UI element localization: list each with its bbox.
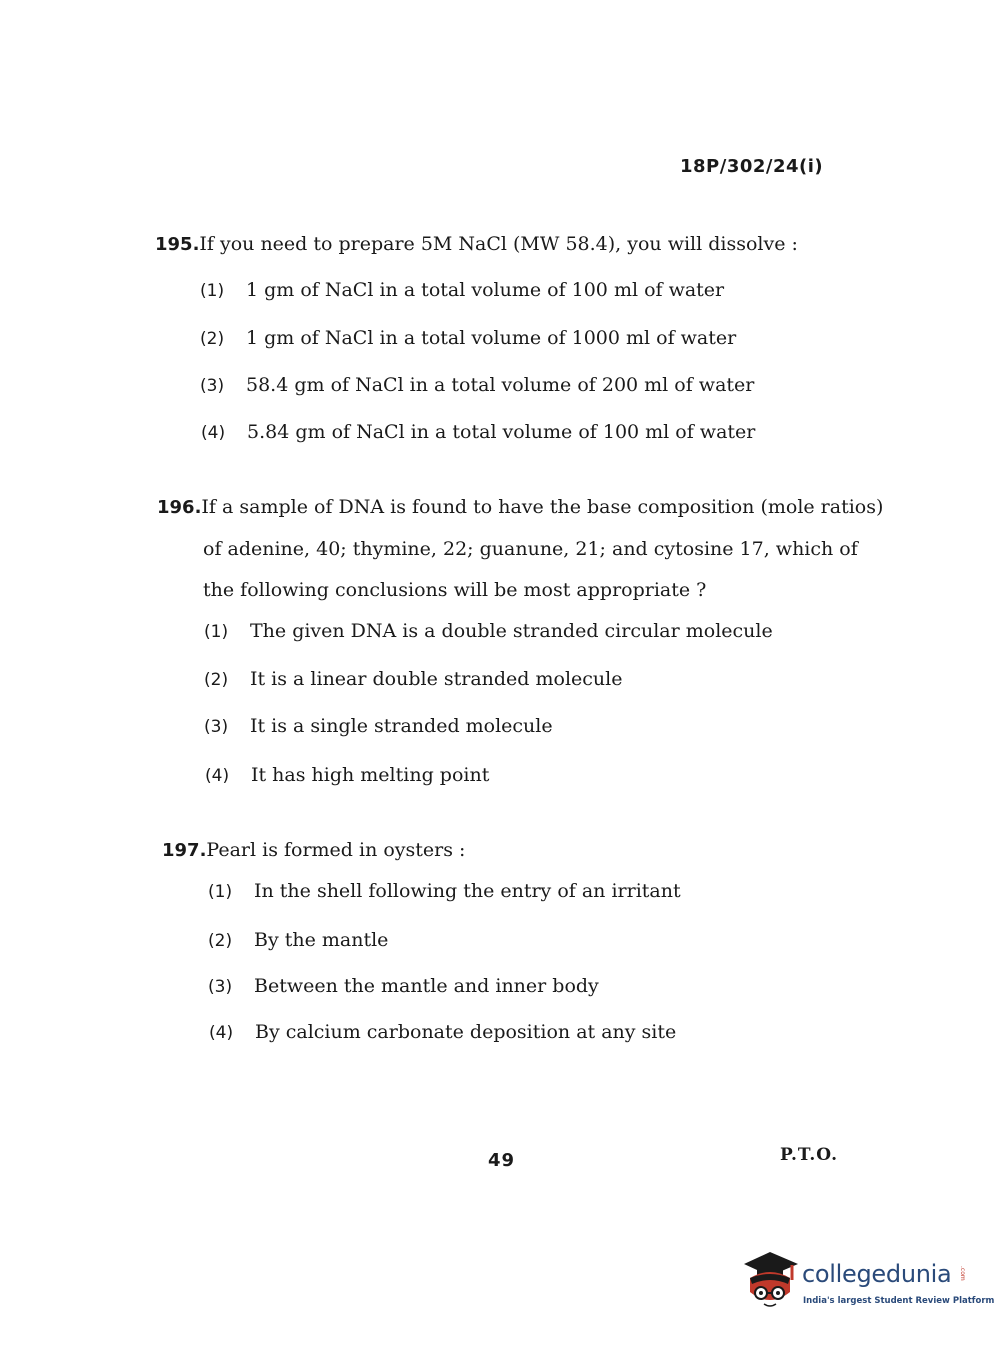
- option-195-1: [200, 279, 724, 301]
- option-text: Between the mantle and inner body: [254, 975, 599, 997]
- brand-tagline: India's largest Student Review Platform: [803, 1296, 995, 1306]
- option-number: (2): [200, 329, 225, 349]
- question-number: 196.: [157, 497, 202, 518]
- option-195-4: [201, 421, 755, 443]
- question-number: 195.: [155, 234, 200, 255]
- graduate-mascot-icon: [740, 1248, 800, 1312]
- option-197-2: [208, 929, 388, 951]
- question-195: [155, 230, 798, 259]
- option-text: It has high melting point: [251, 764, 490, 786]
- option-197-1: [208, 880, 681, 902]
- question-text: Pearl is formed in oysters :: [206, 839, 466, 861]
- option-196-1: [204, 620, 773, 642]
- option-number: (1): [208, 882, 233, 902]
- option-text: The given DNA is a double stranded circular molecule: [250, 620, 773, 642]
- option-number: (1): [200, 281, 225, 301]
- option-number: (4): [201, 423, 226, 443]
- pto-label: P.T.O.: [780, 1145, 838, 1165]
- option-number: (2): [208, 931, 233, 951]
- option-text: It is a single stranded molecule: [250, 715, 553, 737]
- option-text: 1 gm of NaCl in a total volume of 100 ml of water: [246, 279, 725, 301]
- option-196-2: [204, 668, 622, 690]
- option-number: (3): [200, 376, 225, 396]
- question-number: 197.: [162, 840, 207, 861]
- option-text: It is a linear double stranded molecule: [250, 668, 623, 690]
- page-number: 49: [488, 1150, 516, 1171]
- option-text: 5.84 gm of NaCl in a total volume of 100 ml of water: [247, 421, 756, 443]
- option-195-3: [200, 374, 754, 396]
- option-number: (4): [205, 766, 230, 786]
- option-number: (3): [208, 977, 233, 997]
- brand-name: collegedunia: [802, 1260, 952, 1288]
- question-197: [162, 836, 465, 865]
- paper-code: 18P/302/24(i): [680, 156, 824, 177]
- option-text: By the mantle: [254, 929, 389, 951]
- option-number: (3): [204, 717, 229, 737]
- question-text-line-2: of adenine, 40; thymine, 22; guanune, 21; and cytosine 17, which of: [203, 538, 858, 560]
- option-text: 58.4 gm of NaCl in a total volume of 200 ml of water: [246, 374, 755, 396]
- question-text: If you need to prepare 5M NaCl (MW 58.4), you will dissolve :: [199, 233, 798, 255]
- option-197-4: [209, 1021, 676, 1043]
- collegedunia-branding[interactable]: [740, 1248, 995, 1318]
- question-text-line-3: the following conclusions will be most appropriate ?: [203, 579, 707, 601]
- brand-domain-suffix: .com: [959, 1266, 966, 1281]
- option-197-3: [208, 975, 599, 997]
- question-text-line-1: If a sample of DNA is found to have the base composition (mole ratios): [201, 496, 884, 518]
- question-196: [157, 493, 883, 604]
- option-number: (1): [204, 622, 229, 642]
- option-196-4: [205, 764, 489, 786]
- option-text: By calcium carbonate deposition at any site: [255, 1021, 677, 1043]
- option-196-3: [204, 715, 553, 737]
- option-number: (4): [209, 1023, 234, 1043]
- option-number: (2): [204, 670, 229, 690]
- option-195-2: [200, 327, 736, 349]
- option-text: 1 gm of NaCl in a total volume of 1000 ml of water: [246, 327, 737, 349]
- option-text: In the shell following the entry of an irritant: [254, 880, 681, 902]
